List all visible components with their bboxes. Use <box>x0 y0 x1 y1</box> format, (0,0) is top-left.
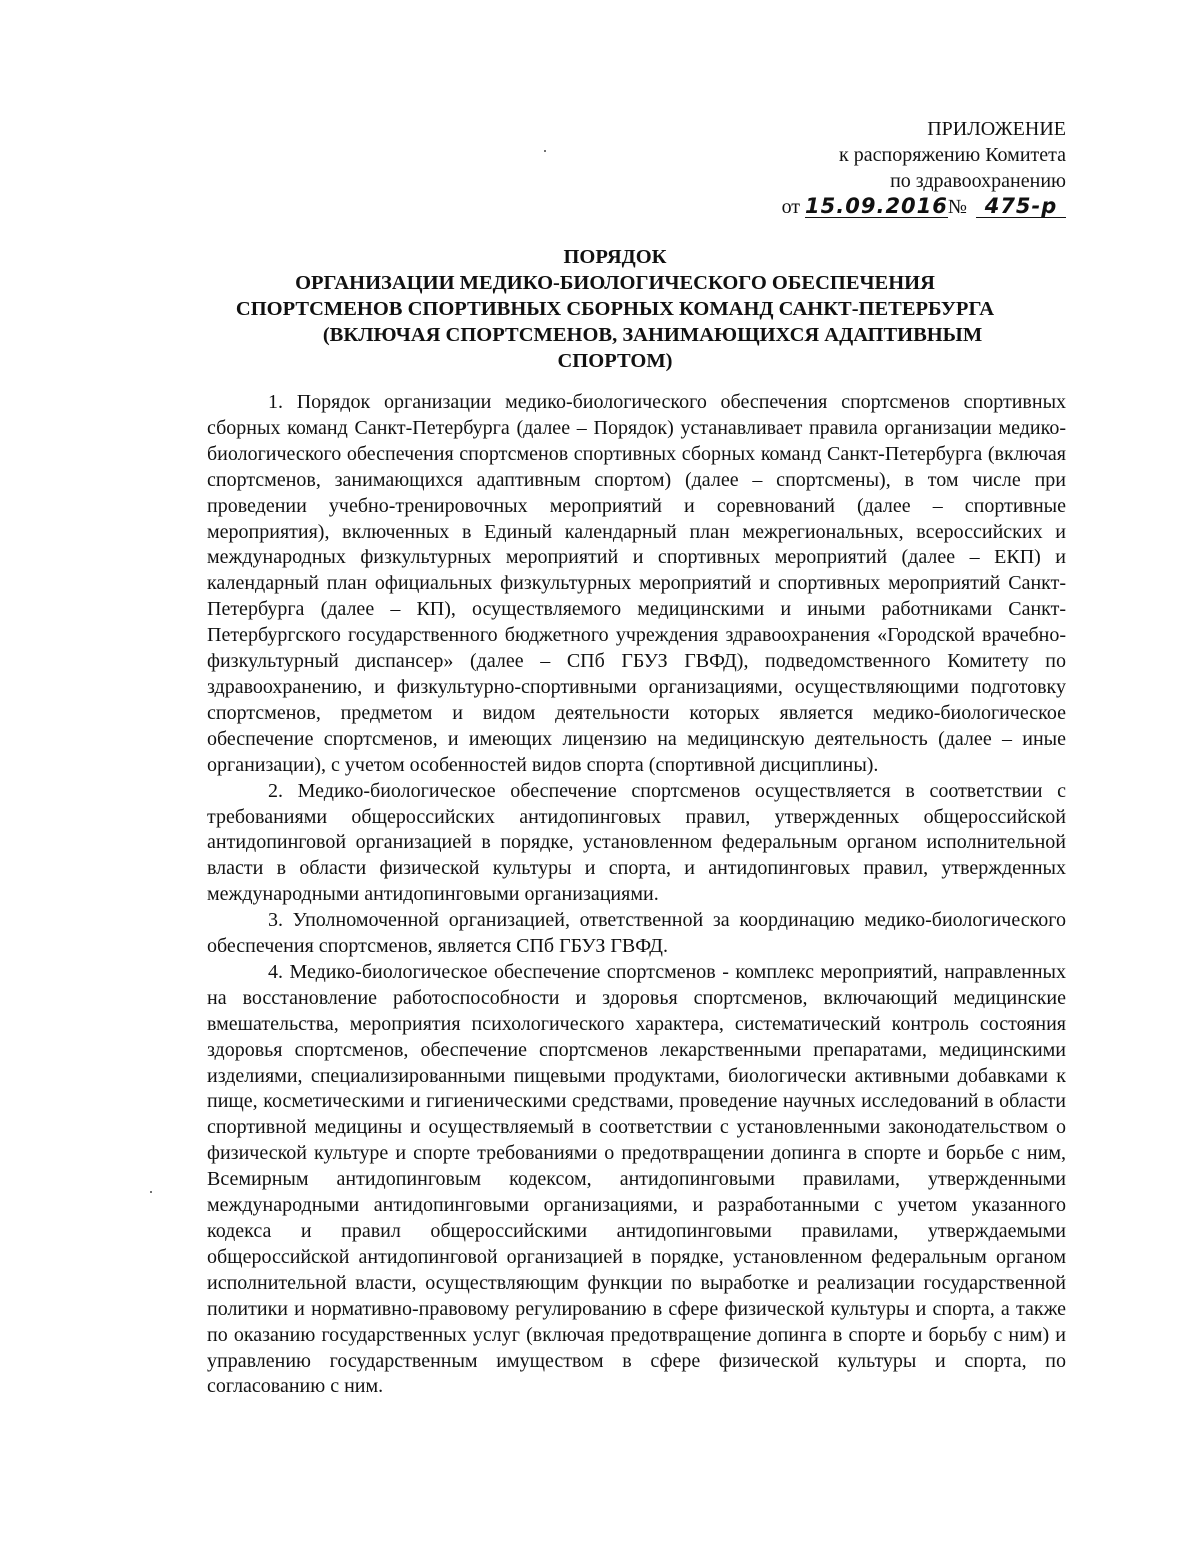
committee-name: по здравоохранению <box>890 170 1066 192</box>
appendix-header <box>782 116 1066 220</box>
paragraph-3: 3. Уполномоченной организацией, ответственной за координацию медико-биологического обеспечения спортсменов, является СПб ГБУЗ ГВФД. <box>207 909 1066 958</box>
handwritten-date: 15.09.2016 <box>805 194 948 218</box>
paragraph-4: 4. Медико-биологическое обеспечение спортсменов - комплекс мероприятий, направленных на восстановление работоспособности и здоровья спортсменов, включающий медицинские вмешательства, мероприятия психологического характера, систематический контроль состояния здоровья спортсменов, обеспечение спортсменов лекарственными препаратами, медицинскими изделиями, специализированными пищевыми продуктами, биологически активными добавками к пище, косметическими и гигиеническими средствами, проведение научных исследований в области спортивной медицины и осуществляемый в соответствии с установленными законодательством о физической культуре и спорте требованиями о предотвращении допинга в спорте и борьбе с ним, Всемирным антидопинговым кодексом, антидопинговыми правилами, утвержденными международными антидопинговыми организациями, и разработанными с учетом указанного кодекса и правил общероссийскими антидопинговыми правилами, утверждаемыми общероссийской антидопинговой организацией в порядке, установленном федеральным органом исполнительной власти, осуществляющим функции по выработке и реализации государственной политики и нормативно-правовому регулированию в сфере физической культуры и спорта, а также по оказанию государственных услуг (включая предотвращение допинга в спорте и борьбу с ним) и управлению государственным имуществом в сфере физической культуры и спорта, по согласованию с ним. <box>207 960 1066 1398</box>
title-line-3: СПОРТСМЕНОВ СПОРТИВНЫХ СБОРНЫХ КОМАНД САНКТ-ПЕТЕРБУРГА <box>235 298 995 320</box>
order-reference: к распоряжению Комитета <box>839 144 1066 166</box>
paragraph-1: 1. Порядок организации медико-биологического обеспечения спортсменов спортивных сборных команд Санкт-Петербурга (далее – Порядок) устанавливает правила организации медико-биологического обеспечения спортсменов спортивных сборных команд Санкт-Петербурга (включая спортсменов, занимающихся адаптивным спортом) (далее – спортсмены), в том числе при проведении учебно-тренировочных мероприятий и соревнований (далее – спортивные мероприятия), включенных в Единый календарный план межрегиональных, всероссийских и международных физкультурных мероприятий и спортивных мероприятий (далее – ЕКП) и календарный план официальных физкультурных мероприятий и спортивных мероприятий Санкт-Петербурга (далее – КП), осуществляемого медицинскими и иными работниками Санкт-Петербургского государственного бюджетного учреждения здравоохранения «Городской врачебно-физкультурный диспансер» (далее – СПб ГБУЗ ГВФД), подведомственного Комитету по здравоохранению, и физкультурно-спортивными организациями, осуществляющими подготовку спортсменов, предметом и видом деятельности которых является медико-биологическое обеспечение спортсменов, и имеющих лицензию на медицинскую деятельность (далее – иные организации), с учетом особенностей видов спорта (спортивной дисциплины). <box>207 391 1066 776</box>
number-sign: № <box>947 196 967 218</box>
date-prefix: от <box>781 196 801 218</box>
appendix-label: ПРИЛОЖЕНИЕ <box>927 118 1066 140</box>
document-title <box>150 244 1080 374</box>
title-line-1: ПОРЯДОК <box>563 246 667 268</box>
title-line-2: ОРГАНИЗАЦИИ МЕДИКО-БИОЛОГИЧЕСКОГО ОБЕСПЕЧЕНИЯ <box>295 272 935 294</box>
scan-speck <box>150 1191 152 1193</box>
scan-speck <box>544 150 546 152</box>
document-body <box>207 390 1066 1400</box>
title-line-4: (ВКЛЮЧАЯ СПОРТСМЕНОВ, ЗАНИМАЮЩИХСЯ АДАПТИВНЫМ <box>322 324 983 346</box>
paragraph-2: 2. Медико-биологическое обеспечение спортсменов осуществляется в соответствии с требованиями общероссийских антидопинговых правил, утвержденных общероссийской антидопинговой организацией в порядке, установленном федеральным органом исполнительной власти в области физической культуры и спорта, и антидопинговых правил, утвержденных международными антидопинговыми организациями. <box>207 779 1066 906</box>
title-line-5: СПОРТОМ) <box>557 350 673 372</box>
date-number-line <box>782 194 1066 220</box>
handwritten-number: 475-р <box>976 195 1066 218</box>
